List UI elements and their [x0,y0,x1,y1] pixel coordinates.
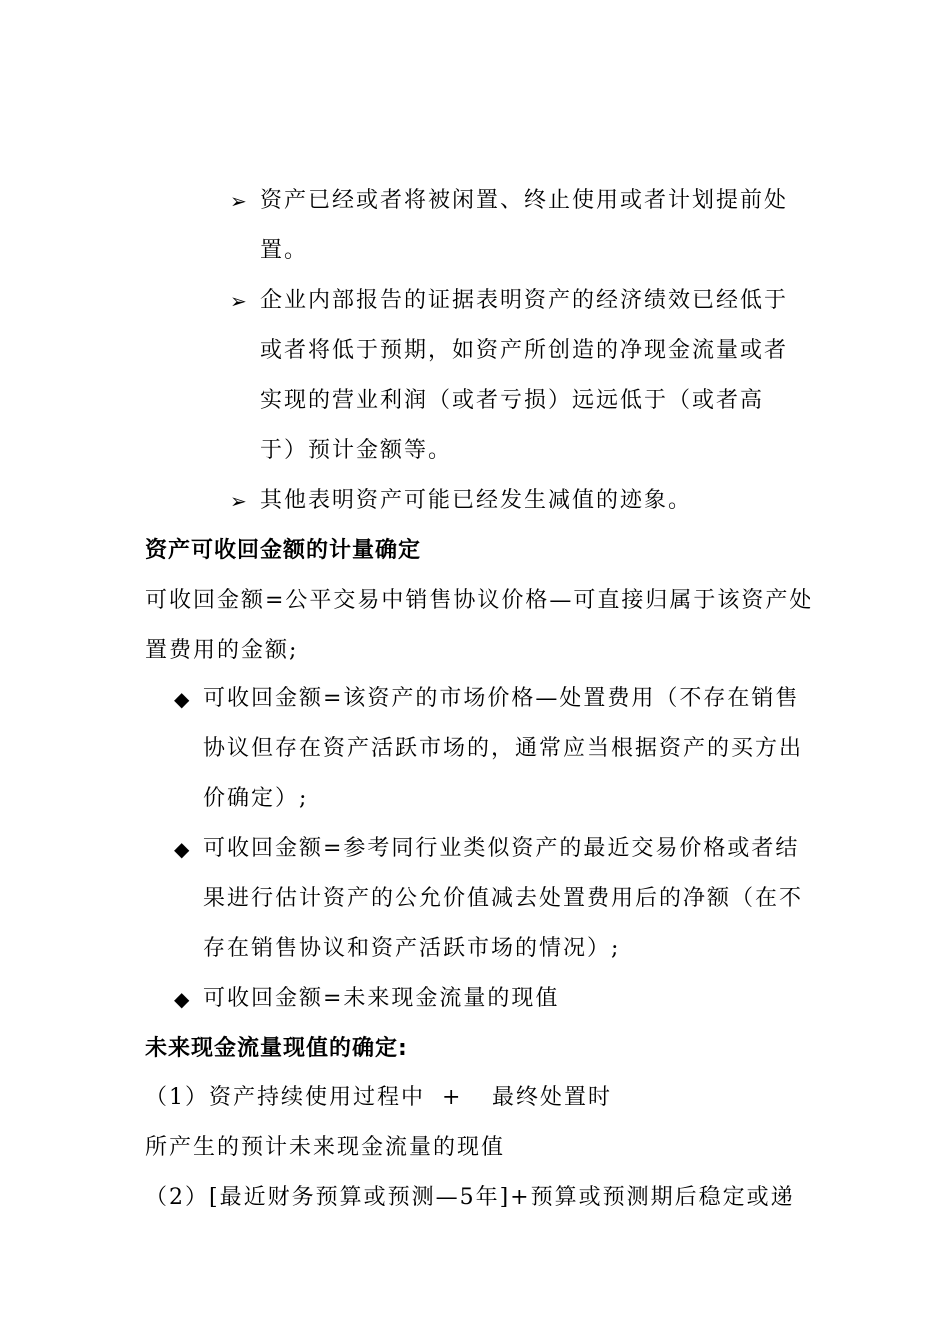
bullet-text: 可收回金额=参考同行业类似资产的最近交易价格或者结 [203,836,800,861]
bullet-text: 实现的营业利润（或者亏损）远远低于（或者高 [260,388,765,413]
bullet-text: 可收回金额=未来现金流量的现值 [203,986,560,1011]
section-heading: 资产可收回金额的计量确定 [145,538,422,563]
bullet-text: 资产已经或者将被闲置、终止使用或者计划提前处 [260,188,789,213]
diamond-bullet-icon: ◆ [174,837,190,861]
bullet-text: 存在销售协议和资产活跃市场的情况）; [203,936,621,961]
diamond-bullet-icon: ◆ [174,987,190,1011]
bullet-text: 可收回金额=该资产的市场价格—处置费用（不存在销售 [203,686,800,711]
item-text: 最终处置时 [492,1085,613,1110]
bullet-text: 协议但存在资产活跃市场的，通常应当根据资产的买方出 [203,736,804,761]
diamond-bullet-icon: ◆ [174,687,190,711]
section-heading: 未来现金流量现值的确定: [145,1036,408,1061]
bullet-text: 企业内部报告的证据表明资产的经济绩效已经低于 [260,288,789,313]
plus-sign: + [442,1085,463,1110]
bullet-text: 置。 [260,238,309,263]
item-text: （1）资产持续使用过程中 [145,1085,425,1110]
bullet-text: 其他表明资产可能已经发生减值的迹象。 [260,488,693,513]
formula-text: 可收回金额=公平交易中销售协议价格—可直接归属于该资产处 [145,588,814,613]
bullet-text: 果进行估计资产的公允价值减去处置费用后的净额（在不 [203,886,804,911]
arrow-bullet-icon: ➢ [230,489,247,513]
formula-text: 置费用的金额; [145,638,299,663]
bullet-text: 于）预计金额等。 [260,438,453,463]
bullet-text: 或者将低于预期，如资产所创造的净现金流量或者 [260,338,789,363]
arrow-bullet-icon: ➢ [230,189,247,213]
bullet-text: 价确定）; [203,786,309,811]
arrow-bullet-icon: ➢ [230,289,247,313]
item-text: （2）[最近财务预算或预测—5年]+预算或预测期后稳定或递 [145,1185,795,1210]
item-text: 所产生的预计未来现金流量的现值 [145,1135,506,1160]
